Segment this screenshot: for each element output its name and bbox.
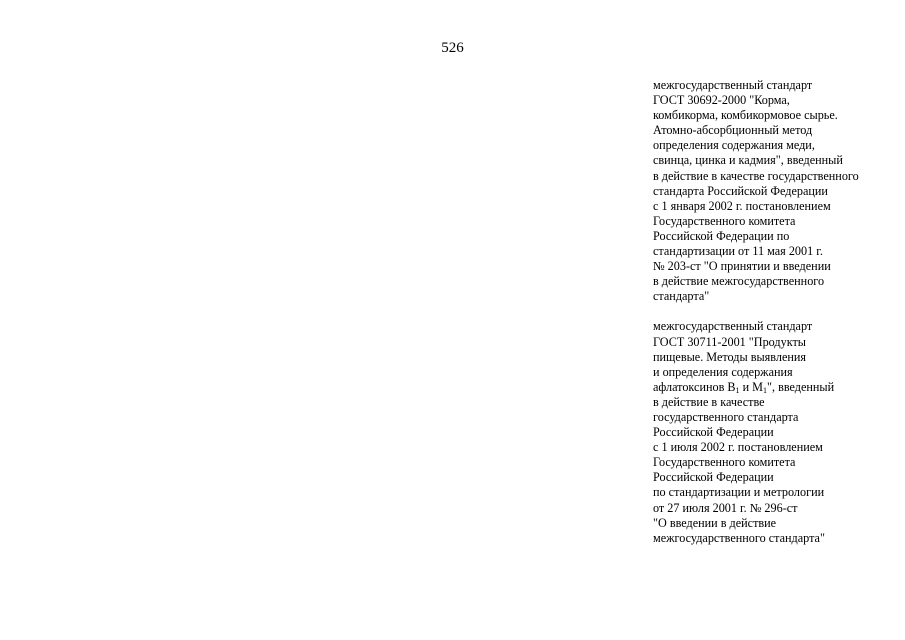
text-line: с 1 января 2002 г. постановлением bbox=[653, 198, 831, 213]
text-line: Атомно-абсорбционный метод bbox=[653, 123, 813, 138]
aflatoxins-middle: и M bbox=[739, 379, 763, 394]
text-line: Российской Федерации по bbox=[653, 228, 790, 243]
text-line: стандартизации от 11 мая 2001 г. bbox=[653, 244, 823, 259]
text-line: в действие в качестве bbox=[653, 394, 765, 409]
text-line: в действие межгосударственного bbox=[653, 274, 825, 289]
page-number: 526 bbox=[441, 40, 464, 56]
text-line: определения содержания меди, bbox=[653, 138, 815, 153]
aflatoxins-suffix: ", введенный bbox=[767, 379, 835, 394]
text-line: Государственного комитета bbox=[653, 455, 796, 470]
text-line: Государственного комитета bbox=[653, 213, 796, 228]
subscript-m1: 1 bbox=[763, 385, 767, 395]
text-line: и определения содержания bbox=[653, 364, 793, 379]
text-line: свинца, цинка и кадмия", введенный bbox=[653, 153, 843, 168]
text-line: межгосударственного стандарта" bbox=[653, 530, 825, 545]
text-line: в действие в качестве государственного bbox=[653, 168, 859, 183]
text-line: "О введении в действие bbox=[653, 515, 777, 530]
text-line: стандарта" bbox=[653, 289, 710, 304]
text-line: ГОСТ 30711-2001 "Продукты bbox=[653, 334, 806, 349]
subscript-b1: 1 bbox=[735, 385, 740, 395]
paragraph-gost-30711 bbox=[653, 319, 898, 545]
text-line: комбикорма, комбикормовое сырье. bbox=[653, 108, 838, 123]
text-line: межгосударственный стандарт bbox=[653, 319, 813, 334]
text-line-aflatoxins bbox=[653, 380, 898, 395]
text-line: государственного стандарта bbox=[653, 409, 799, 424]
text-line: № 203-ст "О принятии и введении bbox=[653, 259, 831, 274]
paragraph-gost-30692 bbox=[653, 78, 898, 304]
text-line: ГОСТ 30692-2000 "Корма, bbox=[653, 93, 790, 108]
text-line: межгосударственный стандарт bbox=[653, 78, 813, 92]
text-line: по стандартизации и метрологии bbox=[653, 485, 825, 500]
text-line: пищевые. Методы выявления bbox=[653, 349, 806, 364]
text-line: с 1 июля 2002 г. постановлением bbox=[653, 440, 823, 455]
aflatoxins-prefix: афлатоксинов B bbox=[653, 379, 736, 394]
text-line: от 27 июля 2001 г. № 296-ст bbox=[653, 500, 798, 515]
text-line: стандарта Российской Федерации bbox=[653, 183, 828, 198]
document-text-column bbox=[653, 78, 898, 546]
text-line: Российской Федерации bbox=[653, 425, 774, 440]
text-line: Российской Федерации bbox=[653, 470, 774, 485]
